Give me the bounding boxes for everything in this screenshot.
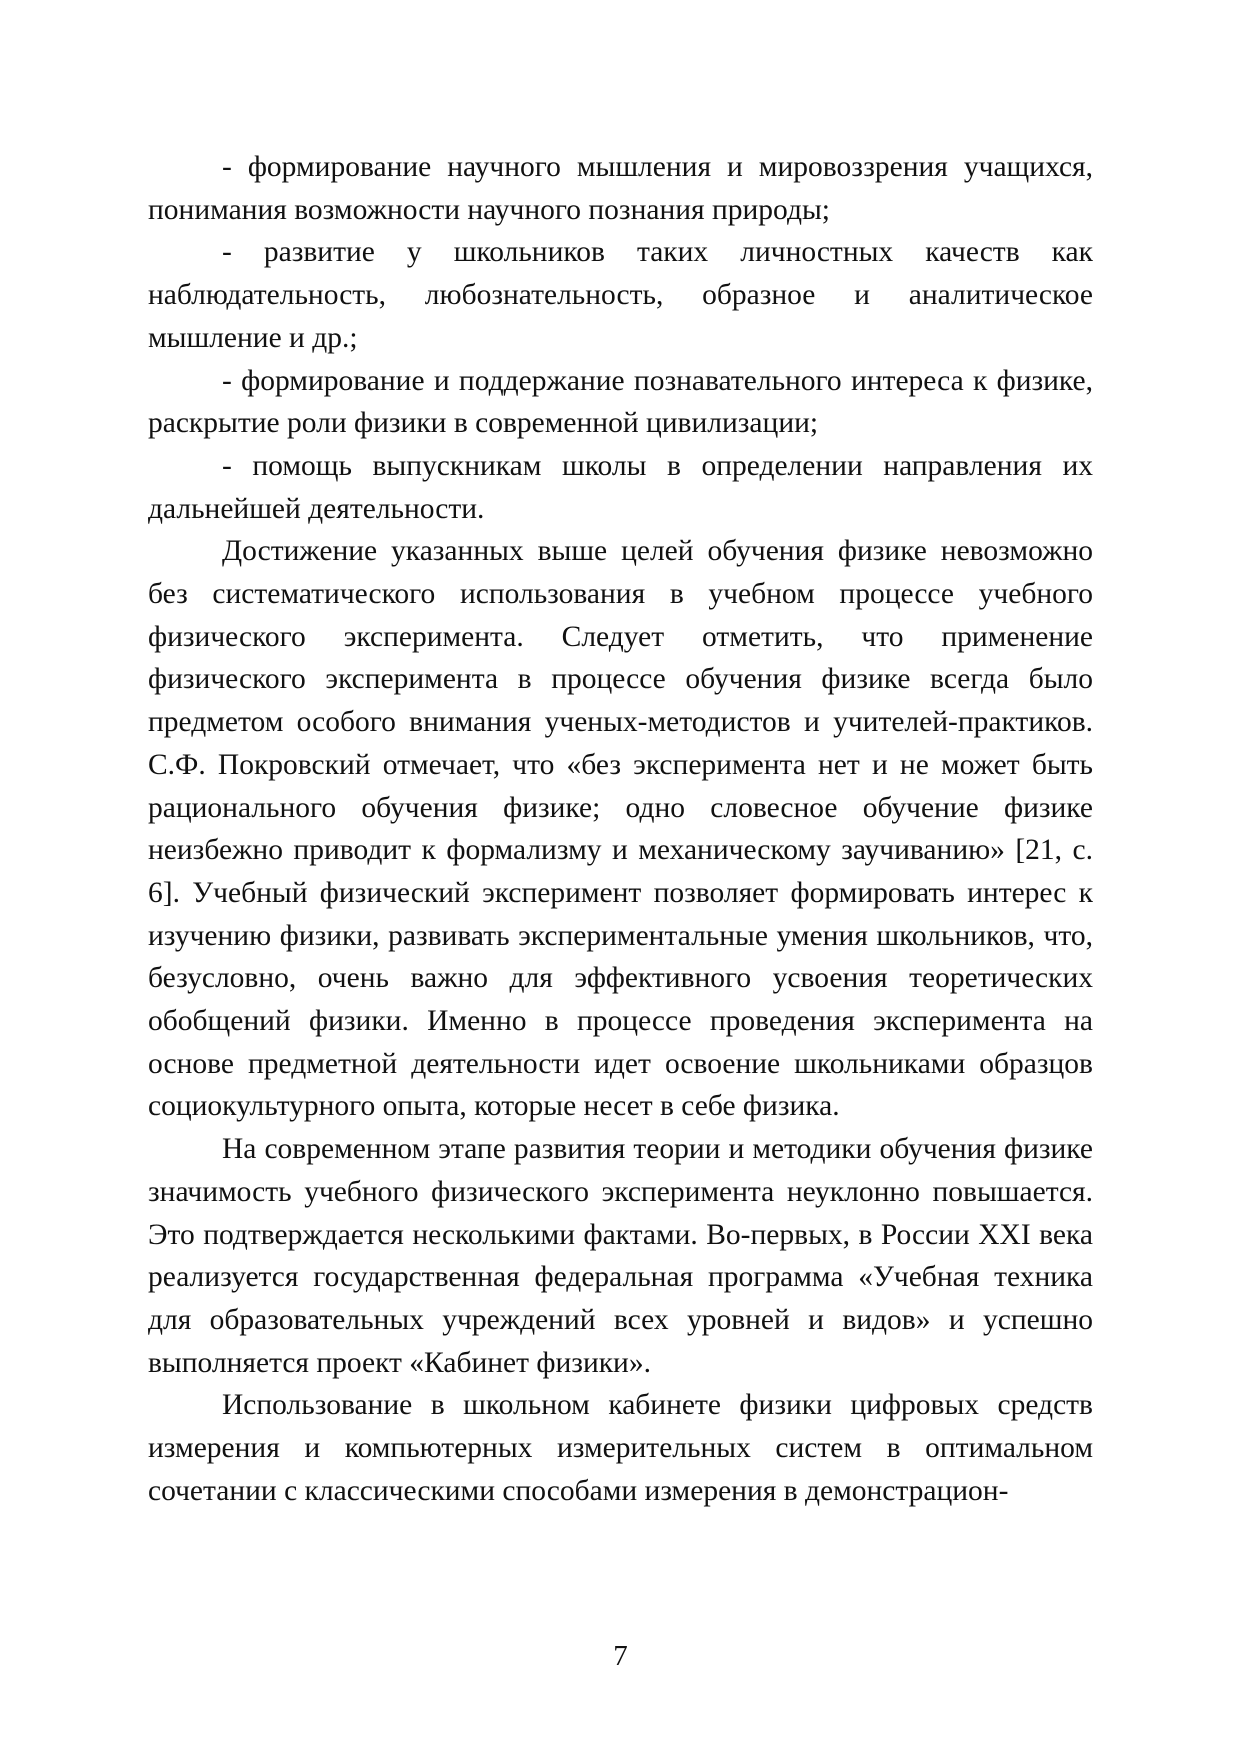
paragraph-digital-measurement: Использование в школьном кабинете физики цифровых средств измерения и компьютерных измерительных систем в оптимальном сочетании с классическими способами измерения в демонстрацион- [148, 1389, 1093, 1507]
page-number: 7 [613, 1640, 628, 1672]
paragraph-goal-cognitive-interest: - формирование и поддержание познавательного интереса к физике, раскрытие роли физики в современной цивилизации; [148, 364, 1093, 440]
paragraph-experiment-importance: Достижение указанных выше целей обучения физике невозможно без систематического использования в учебном процессе учебного физического эксперимента. Следует отметить, что применение физического эксперимента в процессе обучения физике всегда было предметом особого внимания ученых-методистов и учителей-практиков. С.Ф. Покровский отмечает, что «без эксперимента нет и не может быть рационального обучения физике; одно словесное обучение физике неизбежно приводит к формализму и механическому заучиванию» [21, с. 6]. Учебный физический эксперимент позволяет формировать интерес к изучению физики, развивать экспериментальные умения школьников, что, безусловно, очень важно для эффективного усвоения теоретических обобщений физики. Именно в процессе проведения эксперимента на основе предметной деятельности идет освоение школьниками образцов социокультурного опыта, которые несет в себе физика. [148, 535, 1093, 1123]
paragraph-goal-career-guidance: - помощь выпускникам школы в определении направления их дальнейшей деятельности. [148, 449, 1093, 525]
paragraph-goal-personal-qualities: - развитие у школьников таких личностных качеств как наблюдательность, любознательность, образное и аналитическое мышление и др.; [148, 236, 1093, 354]
body-text [148, 146, 1093, 1513]
paragraph-goal-scientific-thinking: - формирование научного мышления и мировоззрения учащихся, понимания возможности научного познания природы; [148, 151, 1093, 226]
paragraph-modern-stage: На современном этапе развития теории и методики обучения физике значимость учебного физического эксперимента неуклонно повышается. Это подтверждается несколькими фактами. Во-первых, в России XXI века реализуется государственная федеральная программа «Учебная техника для образовательных учреждений всех уровней и видов» и успешно выполняется проект «Кабинет физики». [148, 1133, 1093, 1379]
